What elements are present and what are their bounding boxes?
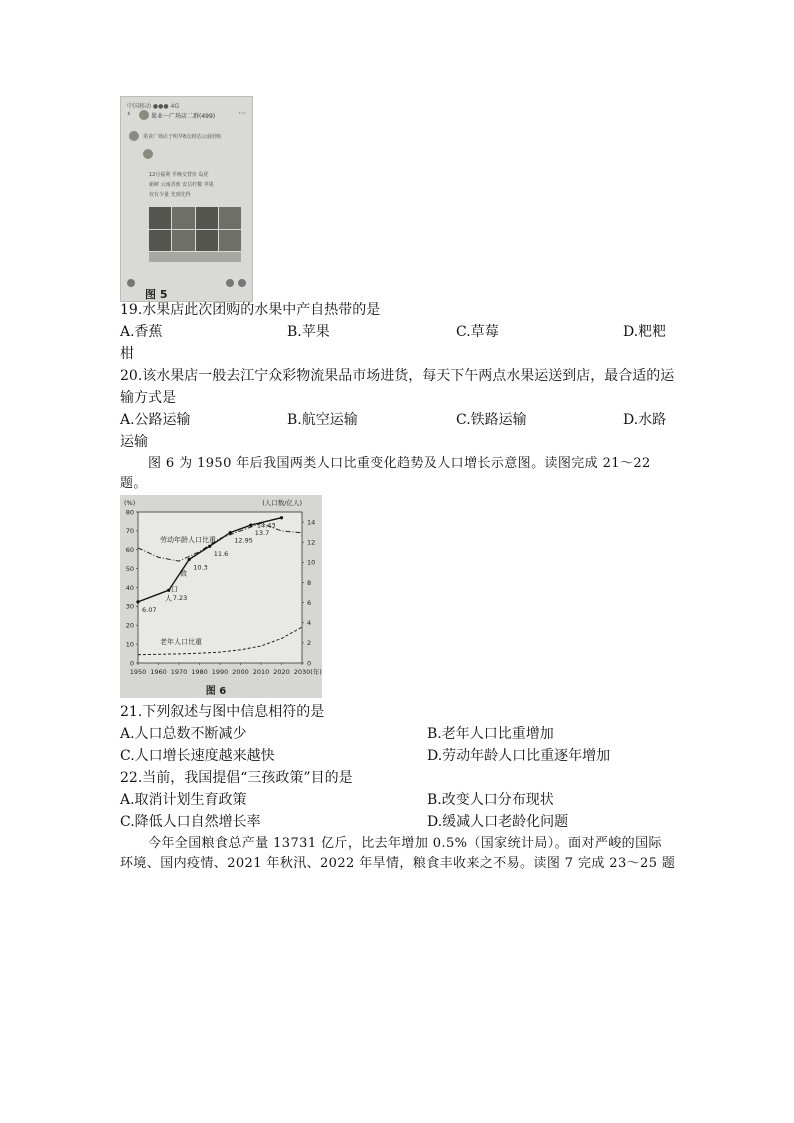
sender-avatar <box>143 149 153 159</box>
population-value-label: 6.07 <box>142 605 157 614</box>
q19-option-a: A.香蕉 <box>120 324 163 340</box>
q20-option-d: D.水路 <box>623 412 667 428</box>
chat-title-bar <box>121 109 252 125</box>
y-right-tick-label: 12 <box>307 538 316 547</box>
q21-option-a: A.人口总数不断减少 <box>120 726 247 742</box>
x-tick-label: 1950 <box>129 668 147 676</box>
q20-stem-line-1: 20.该水果店一般去江宁众彩物流果品市场进货，每天下午两点水果运送到店，最合适的运 <box>120 368 675 384</box>
q20-option-a: A.公路运输 <box>120 412 191 428</box>
y-right-tick-label: 0 <box>307 659 312 668</box>
fruit-photo-grid <box>149 207 241 251</box>
y-left-tick-label: 10 <box>125 640 134 649</box>
q22-option-d: D.缓减人口老龄化问题 <box>427 814 569 830</box>
q19-option-d-cont: 柑 <box>120 346 134 362</box>
population-point <box>280 516 283 519</box>
x-tick-label: 1990 <box>211 668 229 676</box>
q22-option-a: A.取消计划生育政策 <box>120 792 247 808</box>
y-right-tick-label: 2 <box>307 639 312 648</box>
figure-7-intro-line-2: 环境、国内疫情、2021 年秋汛、2022 年旱情，粮食丰收来之不易。读图 7 完成 23～25 题 <box>120 856 676 871</box>
y-right-tick-label: 6 <box>307 598 312 607</box>
population-value-label: 13.7 <box>254 529 270 538</box>
fruit-photo <box>196 230 218 252</box>
y-left-tick-label: 70 <box>125 527 134 536</box>
y-right-tick-label: 4 <box>307 619 312 628</box>
q21-option-b: B.老年人口比重增加 <box>427 726 554 742</box>
fruit-photo <box>172 230 194 252</box>
plus-icon <box>238 279 246 287</box>
population-value-label: 10.3 <box>193 563 208 572</box>
y-right-tick-label: 14 <box>307 518 316 527</box>
x-tick-label: 2010 <box>252 668 270 676</box>
sender-avatar <box>129 131 139 141</box>
population-point <box>188 558 191 561</box>
q22-stem: 22.当前，我国提倡“三孩政策”目的是 <box>120 770 353 786</box>
phone-status-bar: 中国移动 ●●● 4G <box>127 103 179 110</box>
x-tick-label: 1980 <box>191 668 208 676</box>
label-population-shu: 数 <box>180 569 187 578</box>
fruit-photo <box>172 207 194 229</box>
y-left-tick-label: 20 <box>125 621 134 630</box>
q21-stem: 21.下列叙述与图中信息相符的是 <box>120 704 325 720</box>
figure-7-intro-line-1: 今年全国粮食总产量 13731 亿斤，比去年增加 0.5%（国家统计局）。面对严峻的国际 <box>148 836 662 851</box>
x-tick-label: 1960 <box>150 668 167 676</box>
q20-stem-line-2: 输方式是 <box>120 390 176 406</box>
population-point <box>229 531 232 534</box>
q19-option-d: D.粑粑 <box>623 324 667 340</box>
fruit-photo <box>149 230 171 252</box>
fruit-photo <box>149 207 171 229</box>
y-right-tick-label: 8 <box>307 578 312 587</box>
fruit-photo <box>219 230 241 252</box>
y-left-tick-label: 0 <box>129 659 134 668</box>
population-point <box>249 523 252 526</box>
chat-title: 果业一广场店二群(499) <box>151 113 216 120</box>
q19-option-c: C.草莓 <box>456 324 499 340</box>
x-axis-label: (年) <box>310 668 322 676</box>
y-left-tick-label: 40 <box>125 583 134 592</box>
population-value-label: 11.6 <box>213 550 229 559</box>
y-left-tick-label: 50 <box>125 564 134 573</box>
x-tick-label: 2030 <box>293 668 311 676</box>
y-right-tick-label: 10 <box>307 558 316 567</box>
q22-option-b: B.改变人口分布现状 <box>427 792 554 808</box>
figure-5-phone-screenshot <box>120 96 253 302</box>
q20-option-c: C.铁路运输 <box>456 412 527 428</box>
back-arrow-icon: ‹ <box>127 109 131 119</box>
figure-6-chart <box>120 495 322 698</box>
q20-option-b: B.航空运输 <box>287 412 358 428</box>
population-point <box>208 545 211 548</box>
y-left-tick-label: 80 <box>125 508 134 517</box>
figure-5-caption: 图 5 <box>145 288 168 301</box>
x-tick-label: 2020 <box>273 668 290 676</box>
q20-option-d-cont: 运输 <box>120 434 148 450</box>
chat-message-1: 果业广场店于明早8点到达云南团购 <box>143 134 222 140</box>
q19-stem: 19.水果店此次团购的水果中产自热带的是 <box>120 302 381 318</box>
q19-option-b: B.苹果 <box>287 324 330 340</box>
x-tick-label: 2000 <box>232 668 249 676</box>
link-card-bar <box>149 252 241 262</box>
label-labor-ratio: 劳动年龄人口比重 <box>160 536 216 545</box>
y-right-axis-label: (人口数/亿人) <box>262 499 302 507</box>
population-point <box>167 589 170 592</box>
q21-option-c: C.人口增长速度越来越快 <box>120 748 275 764</box>
q21-option-d: D.劳动年龄人口比重逐年增加 <box>427 748 611 764</box>
population-value-label: 7.23 <box>172 594 188 603</box>
y-left-axis-label: (%) <box>124 499 136 507</box>
population-chart-svg <box>120 495 322 698</box>
chat-message-2-line-3: 仅有少量 先到先得 <box>149 192 191 198</box>
fruit-photo <box>219 207 241 229</box>
emoji-icon <box>226 279 234 287</box>
y-left-tick-label: 60 <box>125 546 134 555</box>
q22-option-c: C.降低人口自然增长率 <box>120 814 261 830</box>
population-point <box>136 600 139 603</box>
label-population-kou: 口 <box>171 585 178 594</box>
population-value-label: 12.95 <box>234 536 253 545</box>
label-population-ren: 人 <box>165 594 172 603</box>
figure-6-intro-line-2: 题。 <box>120 476 147 491</box>
more-icon: ··· <box>238 109 246 118</box>
group-avatar <box>139 110 149 120</box>
chat-message-2-line-1: 12月福利 早晚交替价 岛优 <box>149 172 209 178</box>
figure-6-caption: 图 6 <box>205 686 227 697</box>
population-value-label: 14.43 <box>256 521 276 530</box>
voice-icon <box>127 279 135 287</box>
chat-message-2-line-2: 新鲜 云南香蕉 安岳柠檬 苹果 <box>149 182 214 188</box>
label-elderly-ratio: 老年人口比重 <box>160 638 202 647</box>
chat-input-bar <box>121 279 252 289</box>
x-tick-label: 1970 <box>170 668 188 676</box>
y-left-tick-label: 30 <box>125 602 134 611</box>
figure-6-intro-line-1: 图 6 为 1950 年后我国两类人口比重变化趋势及人口增长示意图。读图完成 21～22 <box>148 456 651 471</box>
fruit-photo <box>196 207 218 229</box>
